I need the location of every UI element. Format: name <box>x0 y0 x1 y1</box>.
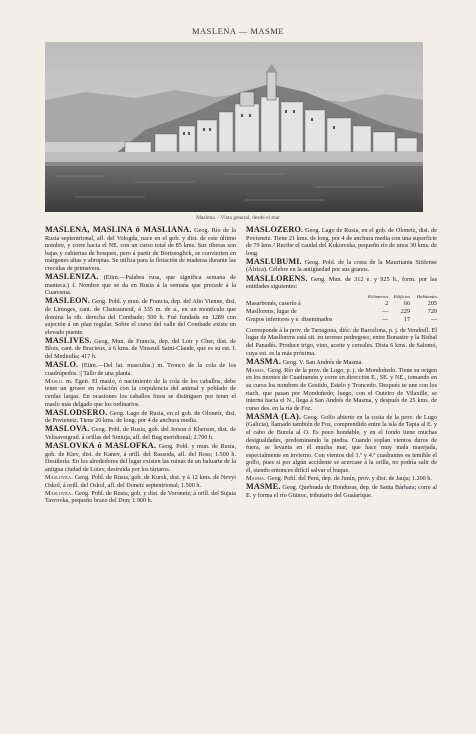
dictionary-entry <box>246 226 437 257</box>
header-edificios: Edificios <box>393 293 411 299</box>
entry-headword: Masma. <box>246 366 266 374</box>
table-row: Masarbonés, caserío á 2 66 205 <box>246 299 437 307</box>
entry-headword: MASME. <box>246 482 281 492</box>
table-row: Grupos inferiores y e. diseminados — 17 — <box>246 315 437 323</box>
entry-headword: MASLODSERO. <box>45 407 108 417</box>
right-entries-bottom <box>246 327 437 500</box>
entry-headword: MASLOVKA ó MASLOFKA. <box>45 441 157 451</box>
entry-text: Geog. Mun. de 312 e. y 925 h., form. por las entidades siguientes: <box>246 275 437 291</box>
harbor-town-illustration <box>45 42 423 212</box>
entry-text: Geog. Lago de Rusia, en el gob. de Olonetz, dist. de Povienetz. Tiene 21 kms. de long. por 4 de anchura media con una superficie de 79 kms.² Recibe el caudal del Kukoreska, pequeño río de unos 30 kms. de long. <box>246 227 437 257</box>
dictionary-entry <box>45 474 236 489</box>
dictionary-entry <box>246 413 437 475</box>
dictionary-entry <box>45 226 236 273</box>
entry-headword: MASLUBUMI. <box>246 256 302 266</box>
dictionary-entry <box>45 337 236 361</box>
table-row: Masllorens, lugar de — 229 720 <box>246 307 437 315</box>
entry-text: m. Egeit. El maslo, ó nacimiento de la cola de los caballos, debe tener un grosor en relación con la corpulencia del animal y poblado de cerdas largas. En ocasiones los caballos finos se distinguen por tener el maslo más delgado que los ordinarios. <box>45 377 236 408</box>
entry-text: Corresponde á la prov. de Tarragona, dióc. de Barcelona, p. j. de Vendrell. El lugar de Masllorens está sit. en terreno pedregoso, entre Bonastre y la Bisbal del Panadés. Produce trigo, vino, aceite y cereales. Dista 6 kms. de Salomó, cuya est. es la más próxima. <box>246 326 437 357</box>
header-habitantes: Habitantes <box>416 293 437 299</box>
entry-headword: MASMA (LA). <box>246 411 302 421</box>
entry-text: Geog. Pobl. de Rusia, gob. y dist. de Voronetz, á orill. del Sujaia Tavrovka, pequeño brazo del Don; 1.900 h. <box>45 489 236 505</box>
dictionary-entry <box>246 358 437 367</box>
dictionary-entry <box>45 297 236 336</box>
entry-text: Geog. Pobl. y mun. de Francia, dep. del Alto Vienne, dist. de Limoges, cant. de Chateauneuf, á 335 m. de a., en un montículo que domina la rib. derecha del Combade; 500 h. Fué fundada en 1289 con sujeción á un plan regular. Sobre el curso del valle del Combade existe un elevado puente. <box>45 298 236 336</box>
entry-headword: MASLOZERO. <box>246 225 304 234</box>
entry-text: Geog. Río de la prov. de Lugo, p. j. de Mondoñedo. Tiene su origen en los montes de Cuadramón y corre en dirección E., SE. y NE., tomando en su curso los nombres de Gestido, Estelo y Troncedo. Después se une con los riach. que pasan por Mondoñedo; luego, con el Outeiro de Vilaxille, se interna hacia el N., llega á San Andrés de Masma, y después de 25 kms. de curso des. en la ría de Foz. <box>246 366 437 412</box>
dictionary-entry <box>45 378 236 408</box>
dictionary-entry <box>45 273 236 297</box>
entry-text: (Etim.—Del lat. masculus.) m. Tronco de la cola de los cuadrúpedos. || Tallo de una planta. <box>45 362 236 377</box>
running-head: MASLENA — MASME <box>191 26 285 36</box>
entry-headword: Maslovka. <box>45 473 73 481</box>
entry-text: Geog. Pobl. de Rusia, gob. de Kursk, dist. y á 12 kms. de Nevyi Oskol, á orill. del Oskol, afl. del Donetz septentrional; 1.500 h. <box>45 473 236 489</box>
table-header <box>246 293 437 300</box>
entry-headword: MASLENIZA. <box>45 272 99 282</box>
entry-text: Geog. Mun. de Francia, dep. del Loir y Cher, dist. de Blois, cant. de Bracieux, á 6 kms. de Vinseuil Saint-Claude, que es su est. f. del Mediodía; 417 h. <box>45 337 236 360</box>
entry-text: Geog. Pobl. de la costa de la Mauritania Sitifense (África). Célebre en la antigüedad por sus granos. <box>246 258 437 274</box>
entry-text: Geog. Pobl. del Perú, dep. de Junín, prov. y dist. de Jauja; 1.200 h. <box>265 475 432 483</box>
dictionary-entry <box>246 367 437 413</box>
entry-headword: Masma. <box>246 475 266 483</box>
right-entries-top <box>246 226 437 291</box>
entry-headword: MASMA. <box>246 356 282 366</box>
town-photo <box>45 42 423 212</box>
entry-headword: MASLIVES. <box>45 335 92 345</box>
header-km: Kilómetros <box>368 293 389 299</box>
dictionary-entry <box>45 442 236 473</box>
population-table <box>246 293 437 324</box>
dictionary-entry <box>246 327 437 357</box>
left-column <box>45 226 236 505</box>
entry-headword: MASLEON. <box>45 296 91 306</box>
entry-text: Geog. Río de la Rusia septentrional, afl. del Vologda, nace en el gob. y dist. de este último nombre, y corre hacia el NE. con un curso total de 85 kms. Sus riberas son bajas y cubiertas de bosques, pero á partir de Borissoglick, se convierten en márgenes altas y abruptas. Se utiliza para la flotación de maderas durante las crecidas de primavera. <box>45 227 236 272</box>
entry-headword: MASLOVA. <box>45 424 90 434</box>
entry-headword: Maslovka. <box>45 489 73 497</box>
entry-headword: Maslo. <box>45 377 64 385</box>
entry-headword: MASLENA, MASLINA ó MASLIANA. <box>45 225 192 234</box>
entry-text: Geog. V. San Andrés de Masma. <box>281 358 363 366</box>
entry-text: Geog. Lago de Rusia, en el gob. de Olonetz, dist. de Povienetz. Tiene 20 kms. de long. por 4 de anchura media. <box>45 409 236 425</box>
dictionary-entry <box>45 361 236 377</box>
right-column <box>246 226 437 500</box>
entry-headword: MASLO. <box>45 360 79 370</box>
entry-text: (Etim.—Palabra rusa, que significa semana de manteca.) f. Nombre que se da en Rusia á la semana que precede á la Cuaresma. <box>45 274 236 297</box>
dictionary-entry <box>246 483 437 499</box>
entry-text: Geog. Quebrada de Honduras, dep. de Santa Bárbara; corre al E. y forma el río Güinoc, tributario del Gualarique. <box>246 484 437 499</box>
dictionary-entry <box>45 425 236 441</box>
photo-caption: Maslena. - Vista general, desde el mar <box>196 215 280 221</box>
dictionary-entry <box>45 409 236 425</box>
dictionary-entry <box>246 275 437 291</box>
entry-text: Geog. Pobl. y mun. de Rusia, gob. de Kiev, dist. de Kanev, á orill. del Rassoda, afl. del Ross; 1.500 h. Destilería. En los alrededores del lugar existen las ruinas de un baluarte de la antigua ciudad de Loiev, destruída por los tártaros. <box>45 443 236 473</box>
dictionary-entry <box>246 258 437 274</box>
dictionary-entry <box>45 490 236 505</box>
entry-text: Geog. Pobl. de Rusia, gob. del Jerson ó Kherson, dist. de Velisavetgrad. á orillas del Siniuja, afl. del Bug meridional; 2.700 h. <box>45 426 236 441</box>
entry-headword: MASLLORENS. <box>246 273 308 283</box>
entry-text: Geog. Golfo abierto en la costa de la prov. de Lugo (Galicia), llamado también de Foz, comprendido entre la isla de Tapia al E. y el cabo de Burela al O. Es poco hondable, y en el fondo tiene muchas desigualdades, predominando la piedra. Cuando soplan vientos duros de fuera, se levanta en él mucha mar, que hace muy mala marejada, especialmente en invierno. Con vientos del 1.º y 4.º cuadrantes es temible el golfo, pues si por algún accidente se acercase á la orilla, no podría salir de él, siendo entonces difícil salvar el buque. <box>246 413 437 474</box>
